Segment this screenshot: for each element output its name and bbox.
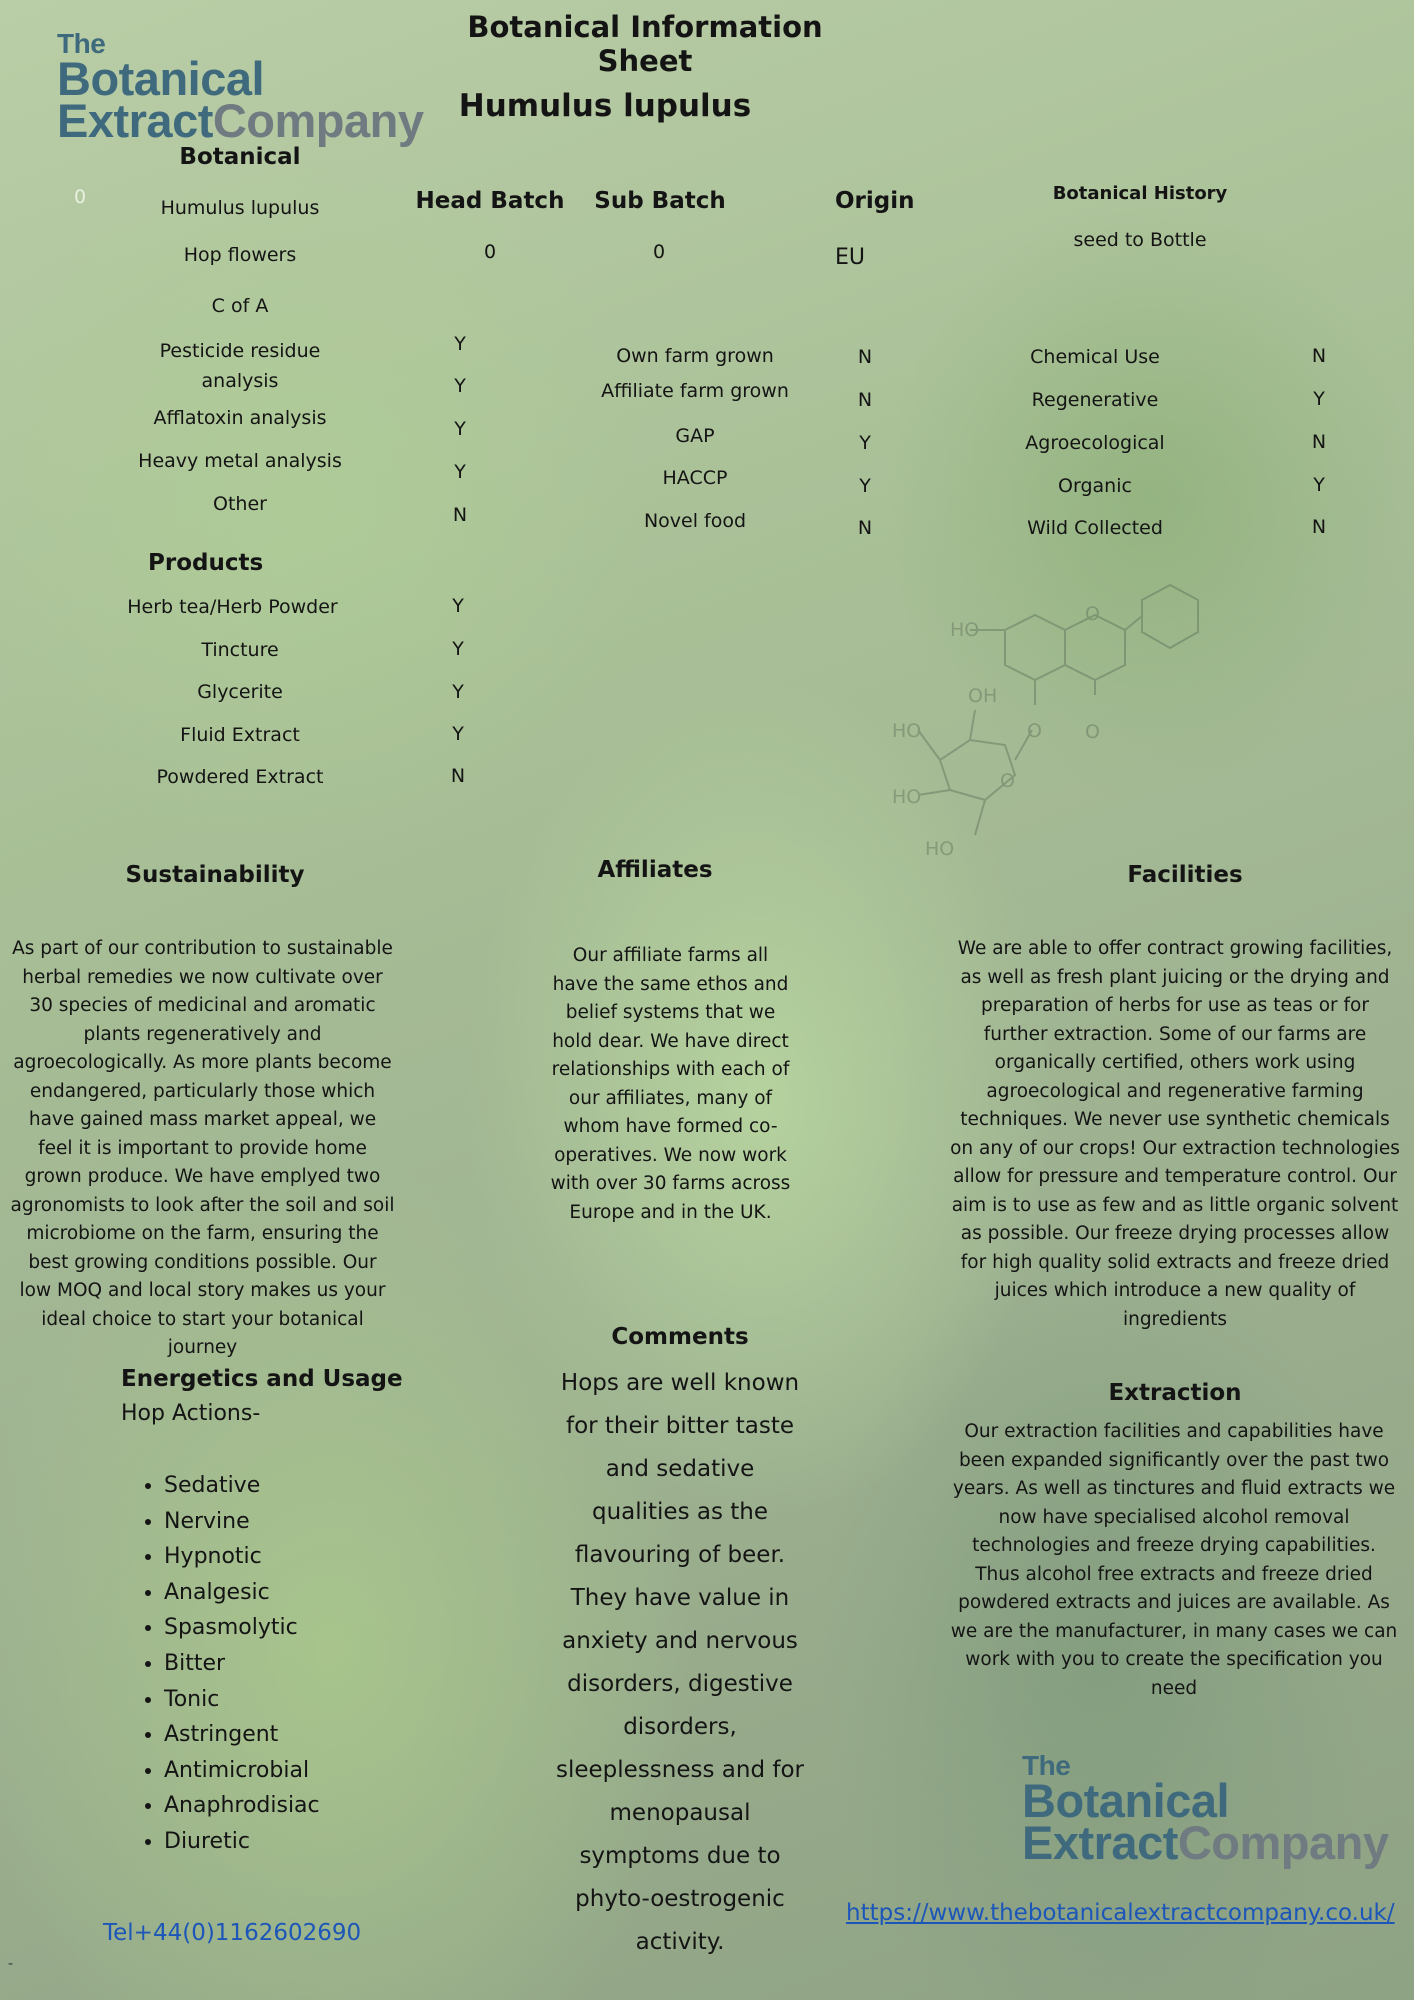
species-title: Humulus lupulus	[458, 88, 752, 124]
logo-line-botanical: Botanical	[57, 52, 265, 105]
head-batch-value: 0	[483, 241, 497, 263]
list-item: • Nervine	[164, 1504, 320, 1540]
actions-list	[121, 1468, 320, 1860]
botanical-name: Humulus lupulus	[160, 197, 320, 219]
sourcing-label-affiliate-farm: Affiliate farm grown	[601, 380, 789, 402]
footer-dash: -	[8, 1956, 14, 1972]
molecule-label: HO	[892, 720, 922, 742]
analysis-value: Y	[454, 461, 466, 483]
products-heading: Products	[148, 550, 264, 576]
molecule-label: O	[1085, 721, 1100, 743]
molecule-label: OH	[968, 685, 998, 707]
practice-value: N	[1311, 345, 1327, 367]
list-item: • Anaphrodisiac	[164, 1788, 320, 1824]
practice-value: Y	[1313, 388, 1325, 410]
facilities-heading: Facilities	[1127, 862, 1243, 888]
origin-value: EU	[835, 245, 866, 270]
analysis-label-pesticide: Pesticide residue analysis	[159, 340, 321, 392]
origin-label: Origin	[835, 188, 915, 214]
company-logo-footer	[1022, 1750, 1389, 1869]
product-value: Y	[452, 595, 464, 617]
list-item: • Astringent	[164, 1717, 320, 1753]
energetics-subheading: Hop Actions-	[121, 1401, 261, 1426]
affiliates-heading: Affiliates	[597, 857, 713, 883]
list-item: • Sedative	[164, 1468, 320, 1504]
sourcing-label-novel-food: Novel food	[643, 510, 747, 532]
product-label-herb-tea: Herb tea/Herb Powder	[127, 596, 338, 618]
product-label-powdered-extract: Powdered Extract	[156, 766, 324, 788]
practice-label-regenerative: Regenerative	[1031, 389, 1159, 411]
product-label-fluid-extract: Fluid Extract	[180, 724, 300, 746]
product-label-tincture: Tincture	[201, 639, 279, 661]
list-item: • Tonic	[164, 1682, 320, 1718]
comments-heading: Comments	[611, 1324, 749, 1350]
molecule-label: O	[1000, 770, 1015, 792]
sustainability-heading: Sustainability	[125, 862, 305, 888]
logo-line-the: The	[1022, 1750, 1071, 1781]
molecule-label: O	[1085, 603, 1100, 625]
coa-label: C of A	[211, 295, 269, 317]
sourcing-value: Y	[859, 432, 871, 454]
sub-batch-value: 0	[652, 241, 666, 263]
sourcing-value: N	[857, 517, 873, 539]
analysis-value: Y	[454, 333, 466, 355]
botanical-heading: Botanical	[179, 144, 301, 170]
list-item: • Diuretic	[164, 1824, 320, 1860]
page-title: Botanical Information Sheet	[467, 10, 823, 78]
website-link[interactable]: https://www.thebotanicalextractcompany.co.uk/	[846, 1900, 1395, 1926]
list-item: • Hypnotic	[164, 1539, 320, 1575]
logo-line-extract-company: ExtractCompany	[1022, 1816, 1389, 1869]
practice-label-wild-collected: Wild Collected	[1027, 517, 1163, 539]
molecule-label: HO	[950, 619, 980, 641]
product-value: N	[450, 765, 466, 787]
botanical-history-value: seed to Bottle	[1073, 229, 1207, 251]
practice-label-agroecological: Agroecological	[1025, 432, 1165, 454]
phone-link[interactable]: Tel+44(0)1162602690	[103, 1920, 362, 1946]
sourcing-label-gap: GAP	[675, 425, 715, 447]
comments-text: Hops are well known for their bitter taste and sedative qualities as the flavouring of beer. They have value in anxiety and nervous disorders, digestive disorders, sleeplessness and for menopausal symptoms due to phyto-oestrogenic activity.	[556, 1370, 804, 1955]
list-item: • Spasmolytic	[164, 1610, 320, 1646]
practice-value: Y	[1313, 474, 1325, 496]
molecule-label: HO	[925, 838, 955, 860]
botanical-history-label: Botanical History	[1052, 183, 1228, 204]
analysis-value: Y	[454, 418, 466, 440]
corner-zero: 0	[74, 186, 87, 208]
sourcing-value: N	[857, 389, 873, 411]
logo-line-botanical: Botanical	[1022, 1774, 1230, 1827]
sourcing-label-haccp: HACCP	[662, 467, 728, 489]
sourcing-label-own-farm: Own farm grown	[616, 345, 774, 367]
list-item: • Bitter	[164, 1646, 320, 1682]
sourcing-value: Y	[859, 475, 871, 497]
logo-line-extract-company: ExtractCompany	[57, 94, 424, 147]
facilities-text: We are able to offer contract growing facilities, as well as fresh plant juicing or the drying and preparation of herbs for use as teas or for further extraction. Some of our farms are organically certified, others work using agroecological and regenerative farming techniques. We never use synthetic chemicals on any of our crops! Our extraction technologies allow for pressure and temperature control. Our aim is to use as few and as little organic solvent as possible. Our freeze drying processes allow for high quality solid extracts and freeze dried juices which introduce a new quality of ingredients	[950, 938, 1400, 1330]
practice-label-chemical-use: Chemical Use	[1030, 346, 1160, 368]
company-logo	[57, 28, 424, 147]
extraction-text: Our extraction facilities and capabilities have been expanded significantly over the past two years. As well as tinctures and fluid extracts we now have specialised alcohol removal technologies and freeze drying capabilities. Thus alcohol free extracts and freeze dried powdered extracts and juices are available. As we are the manufacturer, in many cases we can work with you to create the specification you need	[950, 1421, 1398, 1699]
botanical-part: Hop flowers	[183, 244, 297, 266]
head-batch-label: Head Batch	[415, 188, 565, 214]
analysis-value: Y	[454, 375, 466, 397]
analysis-label-other: Other	[213, 493, 267, 515]
affiliates-text: Our affiliate farms all have the same ethos and belief systems that we hold dear. We have direct relationships with each of our affiliates, many of whom have formed co-operatives. We now work with over 30 farms across Europe and in the UK.	[550, 945, 791, 1223]
sourcing-value: N	[857, 346, 873, 368]
product-value: Y	[452, 681, 464, 703]
practice-value: N	[1311, 516, 1327, 538]
product-value: Y	[452, 638, 464, 660]
list-item: • Analgesic	[164, 1575, 320, 1611]
practice-label-organic: Organic	[1058, 475, 1132, 497]
molecule-label: HO	[892, 786, 922, 808]
practice-value: N	[1311, 431, 1327, 453]
logo-line-the: The	[57, 28, 106, 59]
product-label-glycerite: Glycerite	[197, 681, 283, 703]
analysis-label-afflatoxin: Afflatoxin analysis	[153, 407, 327, 429]
extraction-heading: Extraction	[1108, 1380, 1242, 1406]
energetics-heading: Energetics and Usage	[121, 1366, 403, 1392]
molecule-label: O	[1027, 720, 1042, 742]
analysis-label-heavy-metal: Heavy metal analysis	[138, 450, 342, 472]
molecule-watermark	[880, 570, 1220, 870]
analysis-value: N	[452, 504, 468, 526]
product-value: Y	[452, 723, 464, 745]
sustainability-text: As part of our contribution to sustainable herbal remedies we now cultivate over 30 species of medicinal and aromatic plants regeneratively and agroecologically. As more plants become endangered, particularly those which have gained mass market appeal, we feel it is important to provide home grown produce. We have emplyed two agronomists to look after the soil and soil microbiome on the farm, ensuring the best growing conditions possible. Our low MOQ and local story makes us your ideal choice to start your botanical journey	[10, 938, 395, 1358]
list-item: • Antimicrobial	[164, 1753, 320, 1789]
sub-batch-label: Sub Batch	[594, 188, 726, 214]
